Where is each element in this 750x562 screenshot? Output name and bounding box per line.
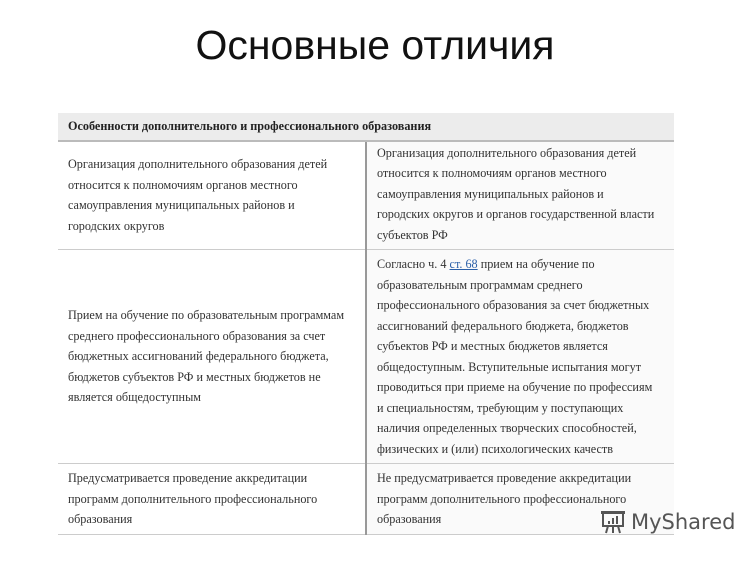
text-line: профессионального образования за счет бюджетных [377, 298, 650, 312]
text-line: среднего профессионального образования за счет [68, 328, 326, 343]
row1-left-cell [58, 141, 366, 250]
text-line: ассигнований федерального бюджета, бюджетов [377, 318, 629, 333]
row2-right-cell [366, 250, 674, 464]
text-line: субъектов РФ и местных бюджетов является [377, 339, 608, 353]
text-line: образования [68, 512, 133, 526]
text-line: Организация дополнительного образования детей [68, 157, 328, 172]
slide-title: Основные отличия [195, 22, 555, 68]
text-line: самоуправления муниципальных районов и [68, 198, 295, 213]
text-line: относится к полномочиям органов местного [68, 177, 298, 192]
table-header-row [58, 113, 674, 141]
text-line: субъектов РФ [377, 227, 448, 242]
text-line: самоуправления муниципальных районов и [377, 186, 604, 201]
text-line: бюджетов субъектов РФ и местных бюджетов не [68, 369, 321, 384]
text-line: проводиться при приеме на обучение по профессиям [377, 380, 653, 394]
text-line: и специальностям, требующим у поступающих [377, 400, 624, 415]
text-line: является общедоступным [68, 390, 201, 405]
table-header: Особенности дополнительного и профессионального образования [58, 113, 674, 141]
logo-text: MyShared [631, 510, 736, 534]
text-line: городских округов и органов государственной власти [377, 207, 655, 221]
text-line: наличия определенных творческих способностей, [377, 421, 637, 435]
text-line: образовательным программам среднего [377, 277, 583, 292]
text-line: физических и (или) психологических качеств [377, 441, 613, 456]
text-line: Не предусматривается проведение аккредитации [377, 471, 632, 485]
row3-left-cell [58, 464, 366, 535]
text-line: образования [377, 512, 442, 526]
text: прием на обучение по [477, 257, 595, 271]
text-line: Прием на обучение по образовательным программам [68, 308, 345, 323]
text-line: городских округов [68, 218, 165, 233]
text-line: общедоступным. Вступительные испытания могут [377, 359, 642, 374]
article-68-link[interactable]: ст. 68 [449, 257, 478, 271]
text-line: бюджетных ассигнований федерального бюджета, [68, 349, 329, 364]
table-row [58, 141, 674, 250]
text-line: Предусматривается проведение аккредитации [68, 471, 308, 485]
presentation-board-icon [600, 510, 626, 534]
text-line: программ дополнительного профессионального [68, 491, 318, 506]
text: Согласно ч. 4 [377, 257, 450, 271]
comparison-table [58, 113, 674, 535]
text-line: относится к полномочиям органов местного [377, 166, 607, 180]
text-line: программ дополнительного профессионального [377, 491, 627, 506]
myshared-logo [600, 510, 735, 534]
row1-right-cell [366, 141, 674, 250]
row2-left-cell [58, 250, 366, 464]
table-row [58, 250, 674, 464]
table-row [58, 464, 674, 535]
text-line: Организация дополнительного образования детей [377, 145, 637, 160]
